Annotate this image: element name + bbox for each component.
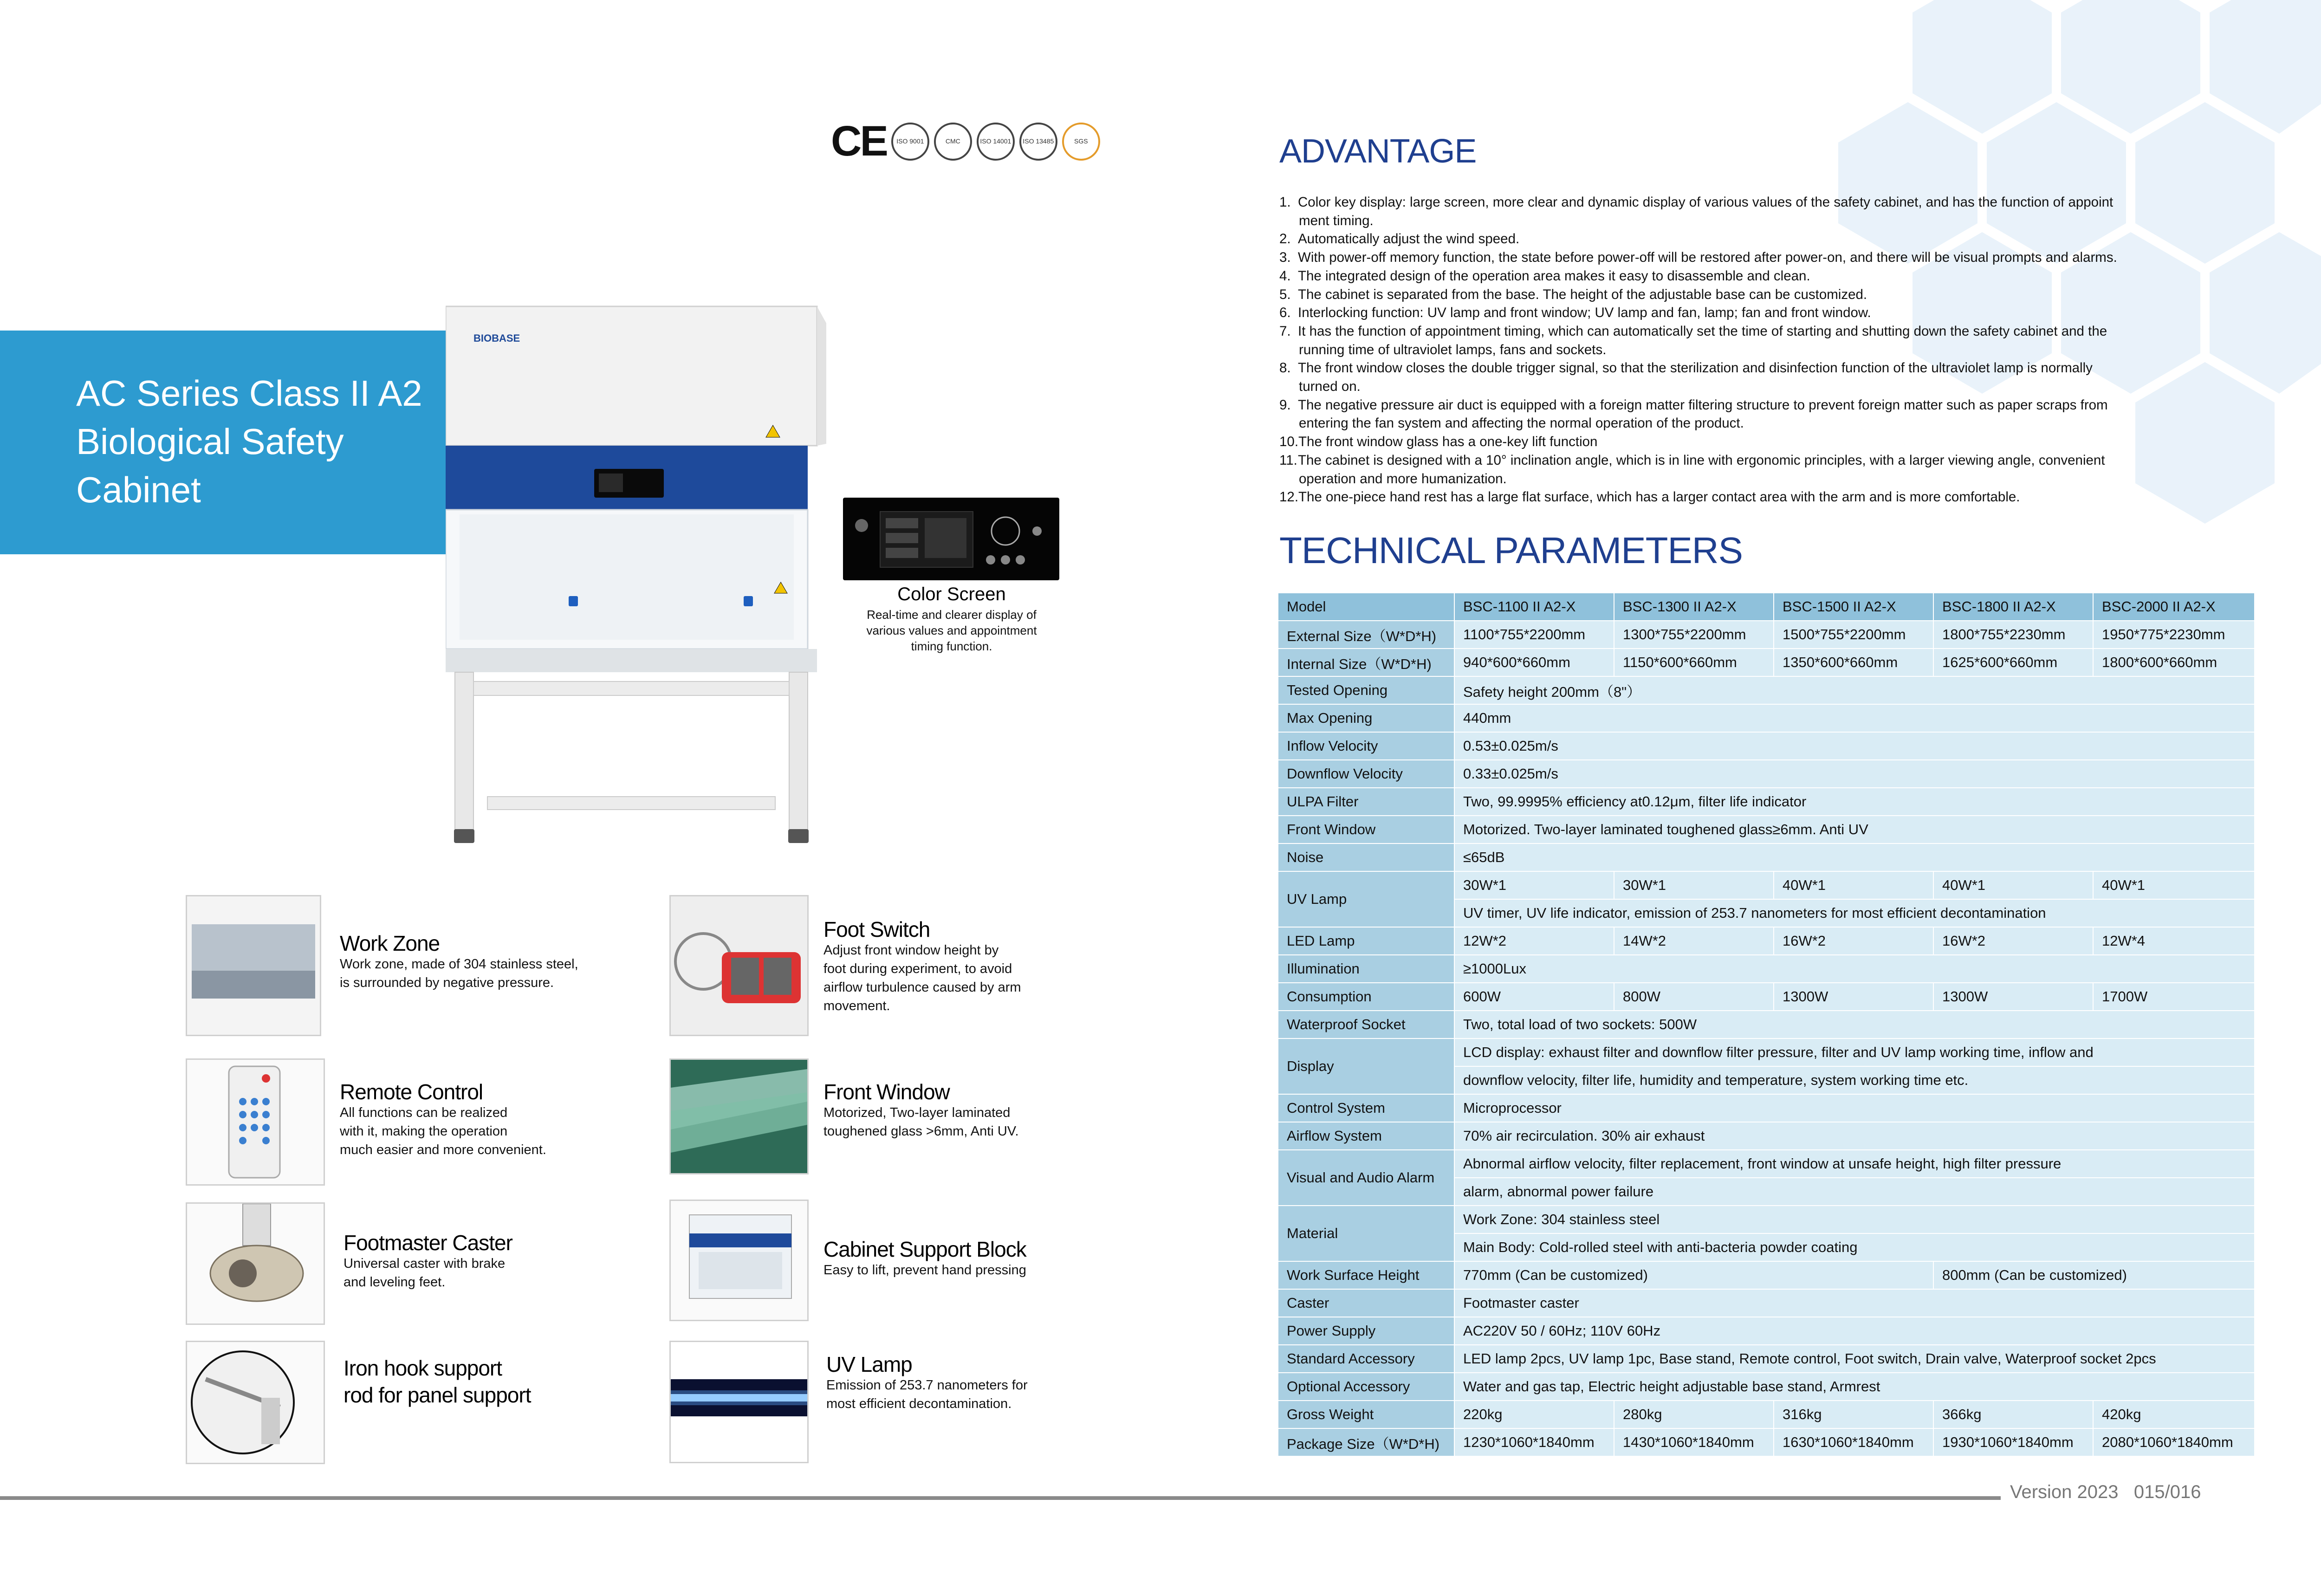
iso13485-seal: ISO 13485 xyxy=(1019,123,1057,161)
list-item: 9. The negative pressure air duct is equipped with a foreign matter filtering structure to prevent foreign matter such as paper scraps from entering the fan system and affecting the normal operation of the product. xyxy=(1279,397,2108,431)
table-row: Tested Opening Safety height 200mm（8"） xyxy=(1278,676,2255,704)
table-row: Visual and Audio Alarm Abnormal airflow velocity, filter replacement, front window at unsafe height, high filter pressure xyxy=(1278,1150,2255,1178)
control-panel-icon xyxy=(843,498,1059,580)
iso9001-seal: ISO 9001 xyxy=(891,123,929,161)
list-item: 11.The cabinet is designed with a 10° inclination angle, which is in line with ergonomic principles, with a larger viewing angle, convenient operation and more humanization. xyxy=(1279,452,2105,487)
iso14001-seal: ISO 14001 xyxy=(977,123,1015,161)
table-row: UV Lamp 30W*1 30W*1 40W*1 40W*1 40W*1 xyxy=(1278,871,2255,899)
iron-hook-support-image xyxy=(186,1341,325,1464)
table-row: Standard Accessory LED lamp 2pcs, UV lamp 1pc, Base stand, Remote control, Foot switch, Drain valve, Waterproof socket 2pcs xyxy=(1278,1345,2255,1373)
table-row: UV timer, UV life indicator, emission of 253.7 nanometers for most efficient decontamination xyxy=(1278,899,2255,927)
feature-foot-switch: Foot Switch Adjust front window height by foot during experiment, to avoid airflow turbulence caused by arm movement. xyxy=(823,917,1021,1013)
table-row: Illumination ≥1000Lux xyxy=(1278,955,2255,983)
table-row: Optional Accessory Water and gas tap, Electric height adjustable base stand, Armrest xyxy=(1278,1373,2255,1401)
color-screen-title: Color Screen xyxy=(897,584,1006,604)
ce-mark: CE xyxy=(831,117,887,165)
advantage-heading: ADVANTAGE xyxy=(1279,133,1477,170)
table-row: Noise ≤65dB xyxy=(1278,843,2255,871)
feature-front-window: Front Window Motorized, Two-layer laminated toughened glass >6mm, Anti UV. xyxy=(823,1080,1019,1139)
cabinet-support-block-image xyxy=(669,1200,809,1321)
feature-iron-hook-support: Iron hook support rod for panel support xyxy=(344,1356,531,1407)
table-row: External Size（W*D*H) 1100*755*2200mm 1300*755*2200mm 1500*755*2200mm 1800*755*2230mm 1950*775*2230mm xyxy=(1278,621,2255,649)
advantage-list xyxy=(1279,193,2263,506)
technical-parameters-heading: TECHNICAL PARAMETERS xyxy=(1279,530,1743,571)
color-screen-desc: Real-time and clearer display of various values and appointment timing function. xyxy=(866,608,1037,653)
footer-version: Version 2023 015/016 xyxy=(2010,1482,2201,1502)
list-item: 12.The one-piece hand rest has a large flat surface, which has a larger contact area with the arm and is more comfortable. xyxy=(1279,489,2020,505)
table-row: Model BSC-1100 II A2-X BSC-1300 II A2-X BSC-1500 II A2-X BSC-1800 II A2-X BSC-2000 II A2-X xyxy=(1278,593,2255,621)
feature-remote-control: Remote Control All functions can be realized with it, making the operation much easier and more convenient. xyxy=(340,1080,546,1157)
color-screen-image xyxy=(843,498,1059,580)
table-row: ULPA Filter Two, 99.9995% efficiency at0.12μm, filter life indicator xyxy=(1278,788,2255,816)
table-row: Consumption 600W 800W 1300W 1300W 1700W xyxy=(1278,983,2255,1011)
table-row: LED Lamp 12W*2 14W*2 16W*2 16W*2 12W*4 xyxy=(1278,927,2255,955)
list-item: 4. The integrated design of the operation area makes it easy to disassemble and clean. xyxy=(1279,268,1810,284)
table-row: Main Body: Cold-rolled steel with anti-bacteria powder coating xyxy=(1278,1233,2255,1261)
table-row: Airflow System 70% air recirculation. 30% air exhaust xyxy=(1278,1122,2255,1150)
table-row: downflow velocity, filter life, humidity and temperature, system working time etc. xyxy=(1278,1066,2255,1094)
sgs-seal: SGS xyxy=(1062,123,1100,161)
list-item: 1. Color key display: large screen, more clear and dynamic display of various values of the safety cabinet, and has the function of appoint ment timing. xyxy=(1279,195,2114,228)
list-item: 7. It has the function of appointment timing, which can automatically set the time of starting and shutting down the safety cabinet and the running time of ultraviolet lamps, fans and sockets. xyxy=(1279,323,2107,357)
table-row: Display LCD display: exhaust filter and downflow filter pressure, filter and UV lamp working time, inflow and xyxy=(1278,1038,2255,1066)
list-item: 3. With power-off memory function, the state before power-off will be restored after power-on, and there will be visual prompts and alarms. xyxy=(1279,250,2117,266)
uv-lamp-image xyxy=(669,1341,809,1463)
cmc-seal: CMC xyxy=(934,123,972,161)
table-row: Work Surface Height 770mm (Can be customized) 800mm (Can be customized) xyxy=(1278,1261,2255,1289)
feature-work-zone: Work Zone Work zone, made of 304 stainless steel, is surrounded by negative pressure. xyxy=(340,931,578,990)
table-row: Waterproof Socket Two, total load of two sockets: 500W xyxy=(1278,1011,2255,1038)
work-zone-image xyxy=(186,895,321,1036)
footer-divider xyxy=(0,1496,2001,1500)
table-row: Control System Microprocessor xyxy=(1278,1094,2255,1122)
table-row: alarm, abnormal power failure xyxy=(1278,1178,2255,1206)
feature-uv-lamp: UV Lamp Emission of 253.7 nanometers for most efficient decontamination. xyxy=(826,1352,1028,1411)
table-row: Package Size（W*D*H) 1230*1060*1840mm 1430*1060*1840mm 1630*1060*1840mm 1930*1060*1840mm 2080*1060*1840mm xyxy=(1278,1428,2255,1456)
feature-cabinet-support-block: Cabinet Support Block Easy to lift, prevent hand pressing xyxy=(823,1237,1026,1278)
list-item: 5. The cabinet is separated from the base. The height of the adjustable base can be customized. xyxy=(1279,286,1867,302)
technical-parameters-table xyxy=(1277,592,2255,1457)
table-row: Front Window Motorized. Two-layer laminated toughened glass≥6mm. Anti UV xyxy=(1278,816,2255,843)
table-row: Caster Footmaster caster xyxy=(1278,1289,2255,1317)
page-numbers: 015/016 xyxy=(2133,1482,2201,1502)
certification-logos xyxy=(831,117,1100,166)
footmaster-caster-image xyxy=(186,1202,325,1325)
table-row: Inflow Velocity 0.53±0.025m/s xyxy=(1278,732,2255,760)
brand-label: BIOBASE xyxy=(473,332,520,344)
color-screen-caption xyxy=(836,584,1068,654)
list-item: 8. The front window closes the double trigger signal, so that the sterilization and disinfection function of the ultraviolet lamp is normally turned on. xyxy=(1279,360,2093,395)
table-row: Downflow Velocity 0.33±0.025m/s xyxy=(1278,760,2255,788)
product-title: AC Series Class II A2 Biological Safety Cabinet xyxy=(76,373,422,510)
table-row: Material Work Zone: 304 stainless steel xyxy=(1278,1206,2255,1233)
biosafety-cabinet-image xyxy=(446,305,826,857)
table-row: Max Opening 440mm xyxy=(1278,704,2255,732)
list-item: 6. Interlocking function: UV lamp and front window; UV lamp and fan, lamp; fan and front window. xyxy=(1279,305,1871,321)
foot-switch-image xyxy=(669,895,809,1036)
remote-control-image xyxy=(186,1058,325,1186)
front-window-image xyxy=(669,1058,809,1174)
table-row: Power Supply AC220V 50 / 60Hz; 110V 60Hz xyxy=(1278,1317,2255,1345)
table-row: Gross Weight 220kg 280kg 316kg 366kg 420kg xyxy=(1278,1401,2255,1428)
feature-footmaster-caster: Footmaster Caster Universal caster with brake and leveling feet. xyxy=(344,1231,512,1290)
table-row: Internal Size（W*D*H) 940*600*660mm 1150*600*660mm 1350*600*660mm 1625*600*660mm 1800*600*660mm xyxy=(1278,649,2255,676)
list-item: 2. Automatically adjust the wind speed. xyxy=(1279,231,1520,247)
list-item: 10.The front window glass has a one-key lift function xyxy=(1279,434,1598,450)
